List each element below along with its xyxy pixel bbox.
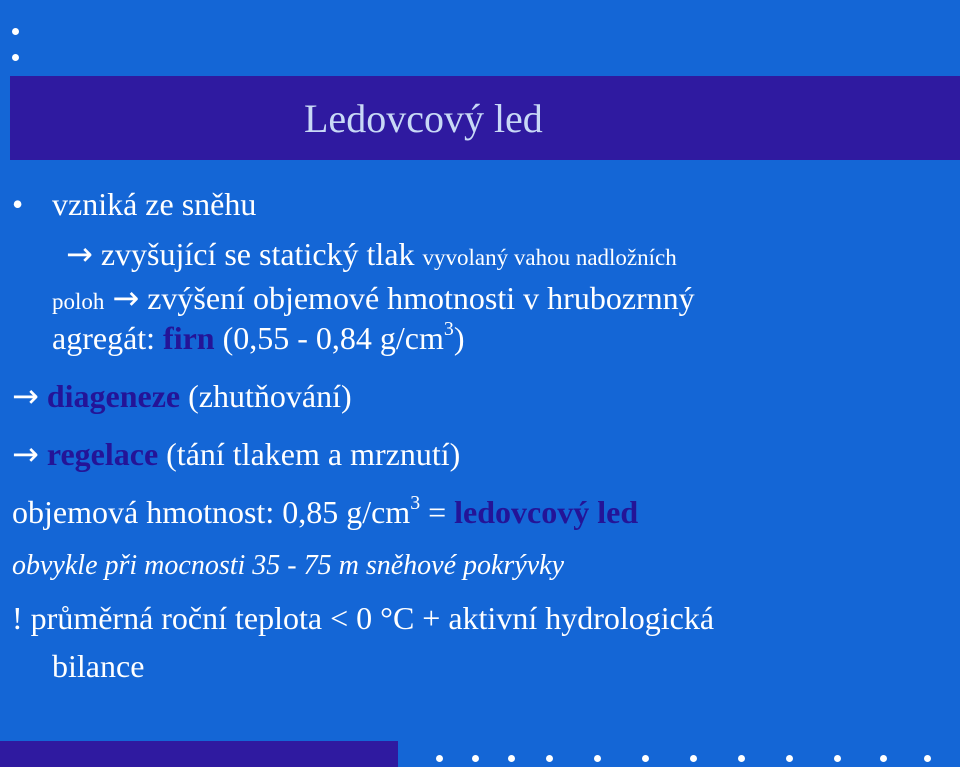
text-poloh: poloh bbox=[52, 289, 105, 314]
text-zhutnovani: (zhutňování) bbox=[188, 378, 352, 414]
text-teplota: ! průměrná roční teplota < 0 °C + aktivní hydrologická bbox=[12, 600, 715, 636]
text-zvyseni: zvýšení objemové hmotnosti v hrubozrnný bbox=[147, 280, 695, 316]
decor-dot bbox=[924, 755, 931, 762]
line-diageneze bbox=[12, 378, 352, 415]
decor-dot bbox=[546, 755, 553, 762]
arrow-right-icon: → bbox=[12, 435, 39, 473]
keyword-ledovcovy-led: ledovcový led bbox=[454, 494, 639, 530]
text-close-paren: ) bbox=[453, 320, 465, 356]
text-vznika: vzniká ze sněhu bbox=[52, 186, 257, 222]
superscript-3: 3 bbox=[410, 492, 421, 515]
decor-dot bbox=[690, 755, 697, 762]
decor-dot bbox=[642, 755, 649, 762]
decor-dot bbox=[786, 755, 793, 762]
keyword-regelace: regelace bbox=[46, 436, 159, 472]
text-zvysujici: zvyšující se statický tlak bbox=[100, 236, 415, 272]
arrow-right-icon: → bbox=[112, 279, 140, 317]
arrow-right-icon: → bbox=[66, 235, 93, 273]
decor-dot bbox=[436, 755, 443, 762]
decor-dot bbox=[738, 755, 745, 762]
text-firn-density: (0,55 - 0,84 g/cm bbox=[222, 320, 444, 356]
decor-dot bbox=[880, 755, 887, 762]
bullet-icon: • bbox=[12, 186, 24, 222]
slide-title: Ledovcový led bbox=[304, 96, 543, 141]
line-poloh bbox=[52, 280, 695, 317]
line-zvysujici bbox=[66, 236, 677, 273]
bullet-line-1 bbox=[12, 186, 23, 223]
keyword-diageneze: diageneze bbox=[46, 378, 181, 414]
superscript-3: 3 bbox=[443, 318, 454, 341]
decor-dot bbox=[594, 755, 601, 762]
text-agregat: agregát: bbox=[52, 320, 156, 356]
decor-dot bbox=[508, 755, 515, 762]
line-regelace bbox=[12, 436, 460, 473]
decor-dot bbox=[472, 755, 479, 762]
line-objemova bbox=[12, 494, 638, 531]
text-obvykle: obvykle při mocnosti 35 - 75 m sněhové pokrývky bbox=[12, 550, 565, 581]
decor-dot bbox=[834, 755, 841, 762]
arrow-right-icon: → bbox=[12, 377, 39, 415]
decor-dot bbox=[12, 28, 19, 35]
text-equals: = bbox=[428, 494, 447, 530]
keyword-firn: firn bbox=[163, 320, 215, 356]
decor-dot bbox=[12, 54, 19, 61]
text-bilance: bilance bbox=[52, 648, 145, 684]
line-agregat bbox=[52, 320, 464, 357]
text-tani: (tání tlakem a mrznutí) bbox=[166, 436, 461, 472]
text-vyvolany: vyvolaný vahou nadložních bbox=[422, 245, 677, 270]
text-objemova: objemová hmotnost: 0,85 g/cm bbox=[12, 494, 411, 530]
bottom-band bbox=[0, 741, 398, 767]
